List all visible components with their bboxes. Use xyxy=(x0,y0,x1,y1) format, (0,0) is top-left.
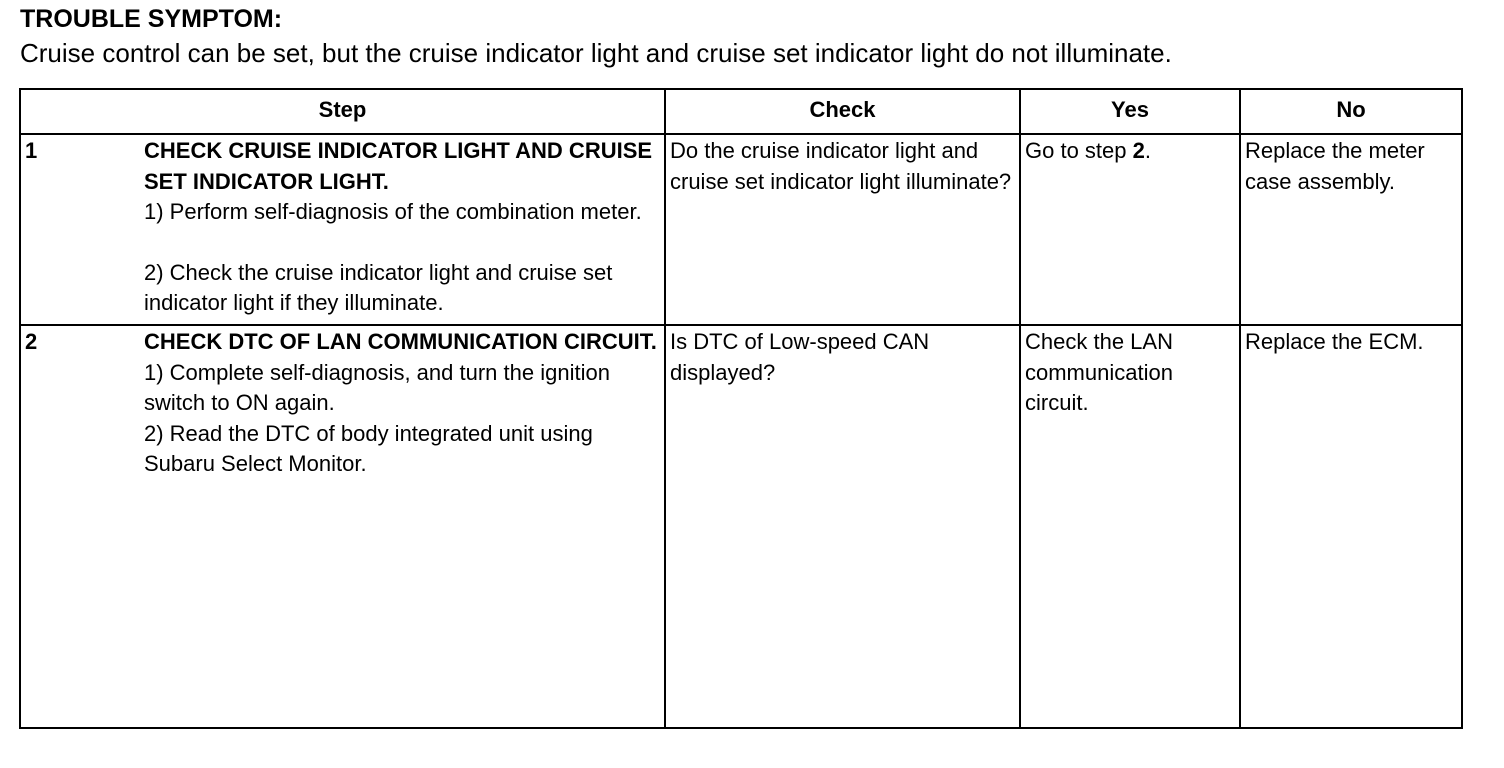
table-header-row xyxy=(20,89,1462,134)
step-number: 2 xyxy=(25,329,38,354)
table-row xyxy=(20,134,1462,325)
trouble-symptom-description: Cruise control can be set, but the cruise indicator light and cruise set indicator light do not illuminate. xyxy=(20,38,1172,68)
yes-cell: Check the LAN communication circuit. xyxy=(1020,325,1240,728)
step-title: CHECK DTC OF LAN COMMUNICATION CIRCUIT. xyxy=(144,329,657,354)
step-reference-link[interactable]: 2 xyxy=(1132,138,1145,163)
step-substep: 1) Complete self-diagnosis, and turn the ignition switch to ON again. xyxy=(144,359,610,415)
step-cell xyxy=(20,134,665,325)
header-no: No xyxy=(1240,89,1462,134)
step-cell xyxy=(20,325,665,728)
no-cell: Replace the ECM. xyxy=(1240,325,1462,728)
step-title: CHECK CRUISE INDICATOR LIGHT AND CRUISE SET INDICATOR LIGHT. xyxy=(144,138,653,194)
step-substep: 2) Check the cruise indicator light and cruise set indicator light if they illuminate. xyxy=(144,259,613,315)
yes-text-end: . xyxy=(1144,138,1151,163)
header-yes: Yes xyxy=(1020,89,1240,134)
yes-text: Go to step xyxy=(1025,138,1133,163)
no-cell: Replace the meter case assembly. xyxy=(1240,134,1462,325)
header-check: Check xyxy=(665,89,1020,134)
header-step: Step xyxy=(20,89,665,134)
table-row xyxy=(20,325,1462,728)
step-body xyxy=(144,136,660,319)
check-cell: Is DTC of Low-speed CAN displayed? xyxy=(665,325,1020,728)
diagnostic-steps-table xyxy=(19,88,1463,729)
check-cell: Do the cruise indicator light and cruise set indicator light illuminate? xyxy=(665,134,1020,325)
yes-cell xyxy=(1020,134,1240,325)
substep-spacer xyxy=(144,228,660,258)
trouble-symptom-heading: TROUBLE SYMPTOM: xyxy=(20,5,283,33)
step-substep: 2) Read the DTC of body integrated unit using Subaru Select Monitor. xyxy=(144,420,593,476)
step-number: 1 xyxy=(25,138,38,163)
step-body xyxy=(144,327,660,480)
step-substep: 1) Perform self-diagnosis of the combination meter. xyxy=(144,199,642,224)
